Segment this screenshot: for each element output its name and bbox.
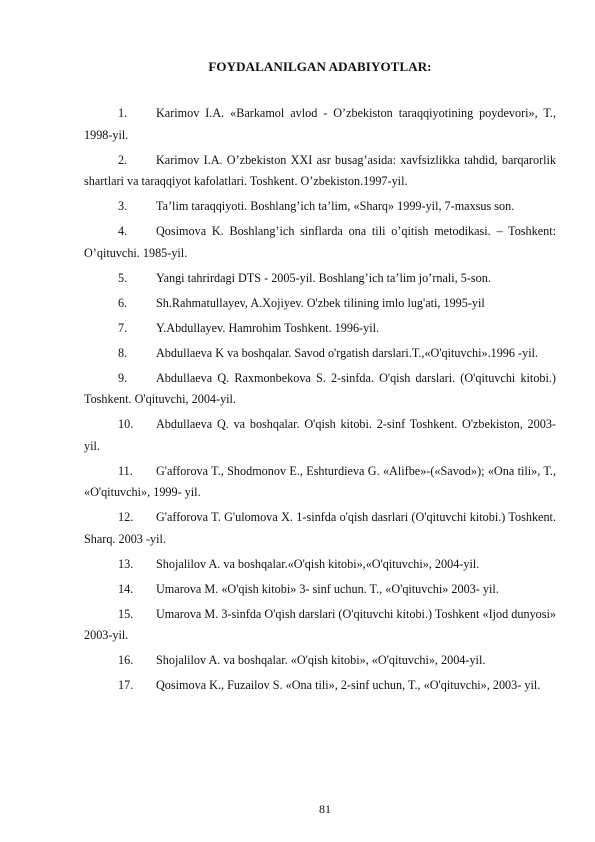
reference-number: 12. [118, 510, 134, 524]
reference-text: Y.Abdullayev. Hamrohim Toshkent. 1996-yil. [156, 320, 380, 335]
reference-item [84, 293, 556, 315]
reference-item [84, 507, 556, 550]
reference-text: Sh.Rahmatullayev, A.Xojiyev. O'zbek tilining imlo lug'ati, 1995-yil [156, 295, 485, 310]
reference-text: Qosimova K., Fuzailov S. «Ona tili», 2-sinf uchun, T., «O'qituvchi», 2003- yil. [156, 678, 541, 692]
reference-item [84, 368, 556, 411]
reference-item [84, 461, 556, 504]
reference-number: 10. [118, 417, 134, 431]
reference-text: Ta’lim taraqqiyoti. Boshlang’ich ta’lim, «Sharq» 1999-yil, 7-maxsus son. [156, 199, 515, 213]
reference-text: Karimov I.A. O’zbekiston XXI asr busag’asida: xavfsizlikka tahdid, barqarorlik shartlari va taraqqiyot kafolatlari. Toshkent. O’zbekiston.1997-yil. [84, 152, 556, 188]
reference-number: 15. [118, 606, 134, 621]
reference-number: 3. [118, 199, 128, 213]
reference-number: 14. [118, 581, 134, 596]
reference-item [84, 579, 556, 601]
reference-number: 11. [118, 463, 133, 478]
reference-text: Yangi tahrirdagi DTS - 2005-yil. Boshlang’ich ta’lim jo’rnali, 5-son. [156, 270, 491, 285]
reference-item [84, 604, 556, 647]
reference-number: 7. [118, 320, 128, 335]
reference-item [84, 414, 556, 457]
reference-text: G'afforova T., Shodmonov E., Eshturdieva G. «Alifbe»-(«Savod»); «Ona tili», T., «O'qituvchi», 1999- yil. [84, 463, 556, 499]
reference-item [84, 343, 556, 365]
reference-text: Umarova M. 3-sinfda O'qish darslari (O'qituvchi kitobi.) Toshkent «Ijod dunyosi» 2003-yil. [84, 606, 556, 642]
reference-number: 2. [118, 152, 128, 167]
reference-text: Abdullaeva Q. Raxmonbekova S. 2-sinfda. O'qish darslari. (O'qituvchi kitobi.) Toshkent. O'qituvchi, 2004-yil. [84, 370, 556, 406]
reference-item [84, 150, 556, 193]
reference-number: 9. [118, 370, 128, 385]
page-number: 81 [319, 802, 331, 816]
reference-text: G'afforova T. G'ulomova X. 1-sinfda o'qish dasrlari (O'qituvchi kitobi.) Toshkent. Sharq. 2003 -yil. [84, 510, 556, 546]
reference-text: Shojalilov A. va boshqalar.«O'qish kitobi»,«O'qituvchi», 2004-yil. [156, 556, 480, 571]
reference-text: Shojalilov A. va boshqalar. «O'qish kitobi», «O'qituvchi», 2004-yil. [156, 653, 486, 667]
reference-text: Umarova M. «O'qish kitobi» 3- sinf uchun. T., «O'qituvchi» 2003- yil. [156, 581, 499, 596]
reference-item [84, 554, 556, 576]
reference-number: 5. [118, 270, 128, 285]
reference-number: 17. [118, 678, 134, 692]
page-title: FOYDALANILGAN ADABIYOTLAR: [208, 59, 432, 74]
reference-number: 1. [118, 106, 128, 120]
reference-text: Abdullaeva Q. va boshqalar. O'qish kitobi. 2-sinf Toshkent. O'zbekiston, 2003-yil. [84, 417, 556, 453]
reference-item [84, 103, 556, 146]
reference-number: 8. [118, 345, 128, 360]
reference-item [84, 650, 556, 672]
reference-text: Karimov I.A. «Barkamol avlod - O’zbekiston taraqqiyotining poydevori», T., 1998-yil. [84, 106, 556, 142]
reference-item [84, 675, 556, 697]
reference-number: 4. [118, 224, 128, 238]
reference-item [84, 221, 556, 264]
reference-text: Qosimova K. Boshlang’ich sinflarda ona tili o’qitish metodikasi. – Toshkent: O’qituvchi. 1985-yil. [84, 224, 556, 260]
reference-item [84, 196, 556, 218]
reference-item [84, 318, 556, 340]
reference-item [84, 268, 556, 290]
reference-list [84, 103, 556, 700]
reference-number: 16. [118, 653, 134, 667]
reference-number: 6. [118, 295, 128, 310]
reference-number: 13. [118, 556, 134, 571]
reference-text: Abdullaeva K va boshqalar. Savod o'rgatish darslari.T.,«O'qituvchi».1996 -yil. [156, 345, 539, 360]
